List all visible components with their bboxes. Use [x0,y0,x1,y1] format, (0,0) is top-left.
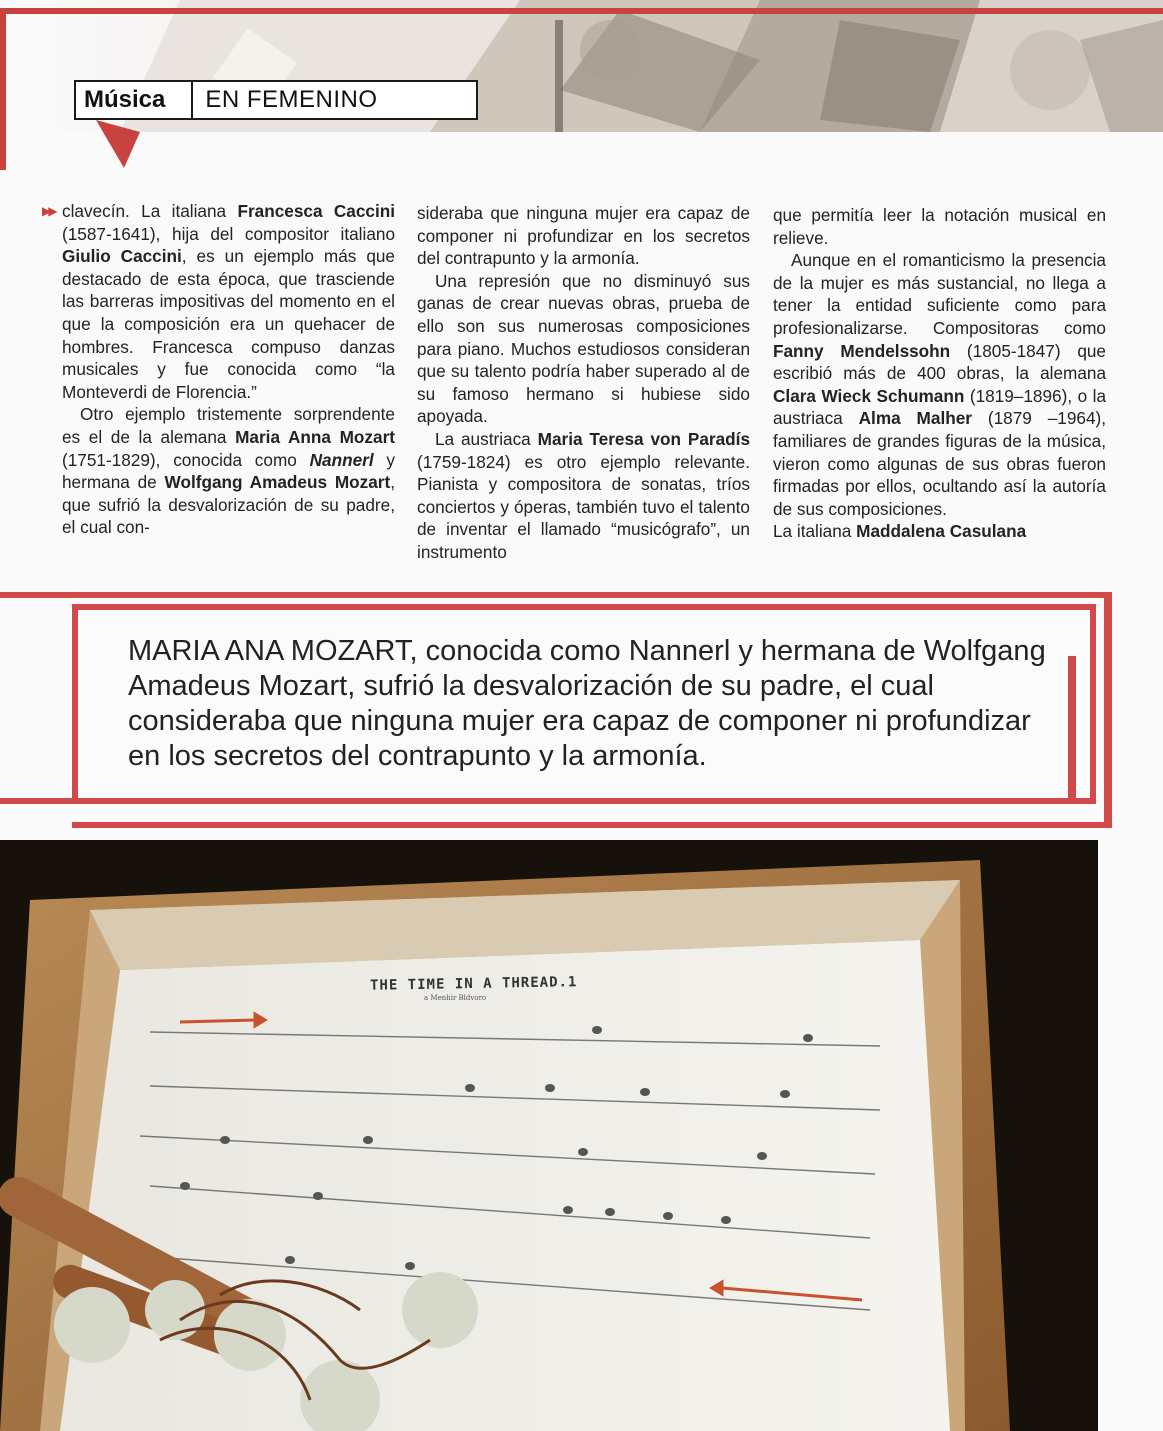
quote-frame-left [0,798,80,804]
column1-paragraph-1: clavecín. La italiana Francesca Caccini (1587-1641), hija del compositor italiano Giulio Caccini, es un ejemplo más que destacado de esta época, que trasciende las barreras impositivas del momento en el que la composición era un quehacer de hombres. Francesca compuso danzas musicales y fue conocida como “la Monteverdi de Florencia.” [62,201,395,402]
column3-paragraph-2: Aunque en el romanticismo la presencia de la mujer es más sustancial, no llega a tener la entidad suficiente como para profesionalizarse. Compositoras como Fanny Mendelssohn (1805-1847) que escribió más de 400 obras, la alemana Clara Wieck Schumann (1819–1896), o la austriaca Alma Malher (1879 –1964), familiares de grandes figuras de la música, vieron como algunas de sus obras fueron firmadas por ellos, ocultando así la autoría de sus composiciones. [773,250,1107,519]
column1-paragraph-2: Otro ejemplo tristemente sorprendente es el de la alemana Maria Anna Mozart (1751-1829), conocida como Nannerl y hermana de Wolfgang Amadeus Mozart, que sufrió la desvalorización de su padre, el cual con- [62,404,395,538]
text-column-3 [773,204,1106,543]
text-column-2 [417,202,750,564]
column2-paragraph-3: La austriaca Maria Teresa von Paradís (1759-1824) es otro ejemplo relevante. Pianista y compositora de sonatas, tríos conciertos y óperas, también tuvo el talento de inventar el llamado “musicógrafo”, un instrumento [417,428,750,562]
header-red-rule [0,8,1163,14]
column2-paragraph-1: sideraba que ninguna mujer era capaz de componer ni profundizar en los secretos del contrapunto y la armonía. [417,203,750,269]
text-column-1 [62,200,395,539]
quote-inner-accent [1068,656,1076,804]
quote-frame-bottom [72,822,1112,828]
quote-frame-right [1104,598,1112,828]
photo-music-box [0,840,1098,1431]
photo-sheet-title: THE TIME IN A THREAD.1 [369,974,578,994]
column3-paragraph-3: La italiana Maddalena Casulana [773,521,1027,542]
quote-frame-top [0,592,1112,598]
section-label: Música [76,82,193,118]
subsection-label: EN FEMENINO [205,86,378,113]
section-tab [74,80,478,120]
pull-quote-text: MARIA ANA MOZART, conocida como Nannerl y hermana de Wolfgang Amadeus Mozart, sufrió la desvalorización de su padre, el cual consideraba que ninguna mujer era capaz de componer ni profundizar en los secretos del contrapunto y la armonía. [128,635,1046,772]
column2-paragraph-2: Una represión que no disminuyó sus ganas de crear nuevas obras, prueba de ello son sus numerosas composiciones para piano. Muchos estudiosos consideran que su talento podría haber superado al de su famoso hermano si hubiese sido apoyada. [417,270,750,427]
column3-paragraph-1: que permitía leer la notación musical en relieve. [773,205,1106,248]
continuation-arrows-icon: ▶▶ [42,204,55,218]
music-box-illustration [0,840,1098,1431]
photo-sheet-subtitle: a Menhir Bldvoro [424,994,487,1002]
